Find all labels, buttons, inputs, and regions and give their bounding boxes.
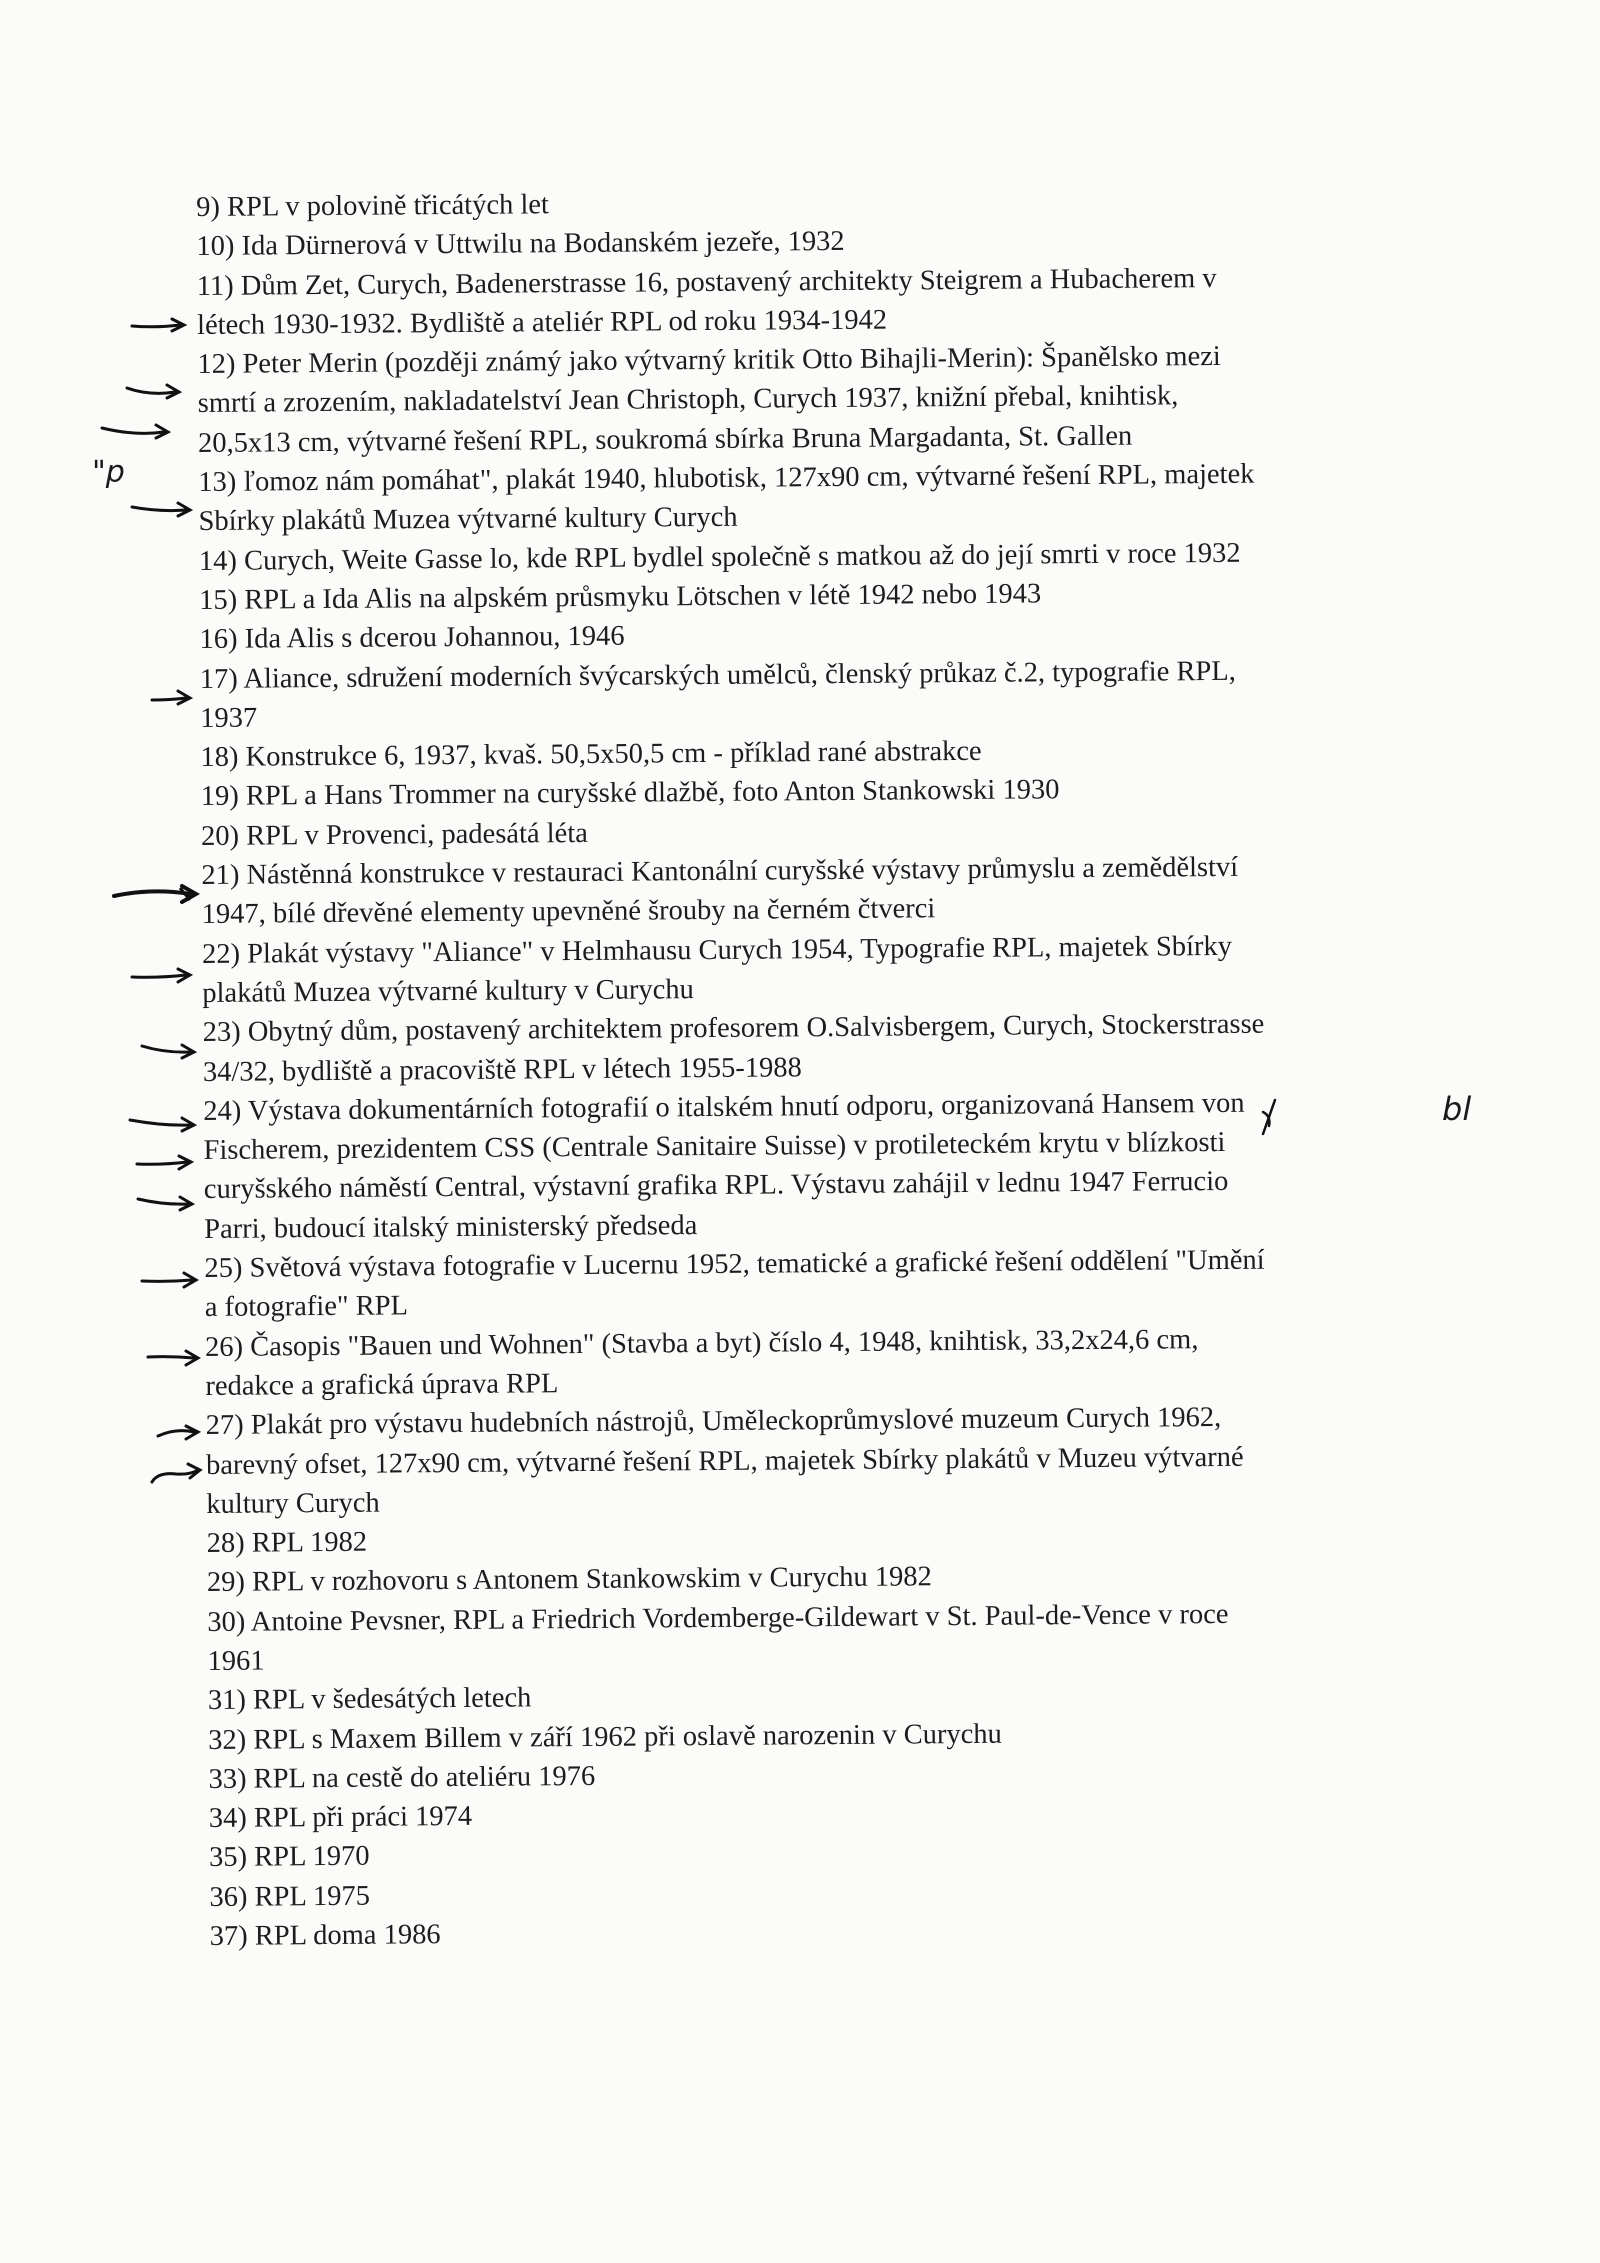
caption-line: Sbírky plakátů Muzea výtvarné kultury Curych: [198, 502, 738, 538]
margin-arrow-icon: [150, 1462, 206, 1492]
margin-arrow-icon: [100, 422, 175, 442]
margin-note-left: "p: [92, 455, 125, 490]
caption-line: létech 1930-1932. Bydliště a ateliér RPL od roku 1934-1942: [196, 304, 888, 341]
caption-line: 1937: [200, 702, 258, 734]
caption-line: 1961: [207, 1645, 265, 1677]
caption-line: redakce a grafická úprava RPL: [205, 1368, 559, 1402]
margin-arrow-icon: [130, 316, 190, 336]
caption-line: 33) RPL na cestě do ateliéru 1976: [208, 1760, 596, 1795]
margin-arrow-icon: [130, 500, 195, 520]
caption-line: 14) Curych, Weite Gasse lo, kde RPL bydlel společně s matkou až do její smrti v roce 1932: [198, 537, 1241, 577]
caption-line: 21) Nástěnná konstrukce v restauraci Kantonální curyšské výstavy průmyslu a zemědělství: [201, 851, 1239, 892]
caption-list: [196, 178, 1430, 1956]
margin-arrow-icon: [140, 1270, 202, 1290]
caption-line: 9) RPL v polovině třicátých let: [196, 189, 550, 223]
caption-line: 18) Konstrukce 6, 1937, kvaš. 50,5x50,5 cm - příklad rané abstrakce: [200, 736, 982, 774]
caption-line: 11) Dům Zet, Curych, Badenerstrasse 16, postavený architekty Steigrem a Hubacherem v: [196, 262, 1217, 302]
caption-line: 32) RPL s Maxem Billem v září 1962 při oslavě narozenin v Curychu: [208, 1718, 1002, 1756]
caption-line: 17) Aliance, sdružení moderních švýcarských umělců, členský průkaz č.2, typografie RPL,: [199, 655, 1236, 695]
margin-arrow-icon: [130, 966, 195, 986]
caption-line: barevný ofset, 127x90 cm, výtvarné řešení RPL, majetek Sbírky plakátů v Muzeu výtvarné: [205, 1441, 1244, 1481]
caption-line: 13) ľomoz nám pomáhat", plakát 1940, hlubotisk, 127x90 cm, výtvarné řešení RPL, majetek: [198, 458, 1255, 499]
caption-line: 30) Antoine Pevsner, RPL a Friedrich Vordemberge-Gildewart v St. Paul-de-Vence v roce: [207, 1598, 1229, 1638]
caption-line: 28) RPL 1982: [206, 1526, 368, 1560]
margin-arrow-icon: [128, 1114, 200, 1134]
margin-arrow-icon: [136, 1193, 198, 1213]
caption-line: 34) RPL při práci 1974: [208, 1801, 473, 1835]
caption-line: 31) RPL v šedesátých letech: [207, 1682, 532, 1717]
caption-line: 22) Plakát výstavy "Aliance" v Helmhausu Curych 1954, Typografie RPL, majetek Sbírky: [201, 930, 1233, 970]
caption-line: 10) Ida Dürnerová v Uttwilu na Bodanském jezeře, 1932: [196, 226, 845, 263]
caption-line: 19) RPL a Hans Trommer na curyšské dlažbě, foto Anton Stankowski 1930: [200, 774, 1060, 813]
caption-line: 20) RPL v Provenci, padesátá léta: [200, 817, 588, 852]
caption-line: 16) Ida Alis s dcerou Johannou, 1946: [199, 620, 625, 656]
insertion-mark-icon: [1257, 1098, 1281, 1138]
margin-note-right: bl: [1442, 1090, 1472, 1128]
caption-line: 12) Peter Merin (později známý jako výtvarný kritik Otto Bihajli-Merin): Španělsko mezi: [197, 341, 1221, 381]
margin-arrow-icon: [140, 1040, 200, 1060]
caption-line: 1947, bílé dřevěné elementy upevněné šrouby na černém čtverci: [201, 893, 936, 931]
caption-line: plakátů Muzea výtvarné kultury v Curychu: [202, 974, 694, 1009]
caption-line: 34/32, bydliště a pracoviště RPL v létech 1955-1988: [202, 1051, 802, 1088]
caption-line: 25) Světová výstava fotografie v Lucernu 1952, tematické a grafické řešení oddělení "Umění: [204, 1244, 1265, 1284]
caption-line: 24) Výstava dokumentárních fotografií o italském hnutí odporu, organizovaná Hansem von: [203, 1087, 1245, 1127]
caption-line: 29) RPL v rozhovoru s Antonem Stankowskim v Curychu 1982: [206, 1561, 932, 1599]
caption-line: 35) RPL 1970: [208, 1841, 370, 1874]
caption-line: 36) RPL 1975: [209, 1880, 370, 1913]
caption-line: 27) Plakát pro výstavu hudebních nástrojů, Uměleckoprůmyslové muzeum Curych 1962,: [205, 1402, 1222, 1442]
caption-line: 20,5x13 cm, výtvarné řešení RPL, soukromá sbírka Bruna Margadanta, St. Gallen: [197, 420, 1133, 459]
caption-line: 26) Časopis "Bauen und Wohnen" (Stavba a byt) číslo 4, 1948, knihtisk, 33,2x24,6 cm,: [204, 1323, 1199, 1363]
caption-line: Fischerem, prezidentem CSS (Centrale Sanitaire Suisse) v protileteckém krytu v blízkosti: [203, 1127, 1226, 1167]
margin-arrow-icon: [150, 688, 195, 708]
caption-line: 15) RPL a Ida Alis na alpském průsmyku Lötschen v létě 1942 nebo 1943: [199, 578, 1042, 616]
caption-line: a fotografie" RPL: [204, 1290, 409, 1324]
margin-arrow-icon: [135, 1153, 197, 1173]
margin-arrow-icon: [112, 882, 202, 908]
caption-line: smrtí a zrozením, nakladatelství Jean Christoph, Curych 1937, knižní přebal, knihtisk,: [197, 380, 1179, 420]
margin-arrow-icon: [156, 1424, 204, 1444]
caption-line: Parri, budoucí italský ministerský předseda: [204, 1209, 698, 1245]
margin-arrow-icon: [146, 1348, 204, 1368]
caption-line: curyšského náměstí Central, výstavní grafika RPL. Výstavu zahájil v lednu 1947 Ferrucio: [203, 1166, 1229, 1206]
margin-arrow-icon: [125, 382, 185, 402]
caption-line: 37) RPL doma 1986: [209, 1919, 441, 1953]
caption-line: 23) Obytný dům, postavený architektem profesorem O.Salvisbergem, Curych, Stockerstrasse: [202, 1008, 1265, 1049]
caption-line: kultury Curych: [206, 1487, 380, 1520]
